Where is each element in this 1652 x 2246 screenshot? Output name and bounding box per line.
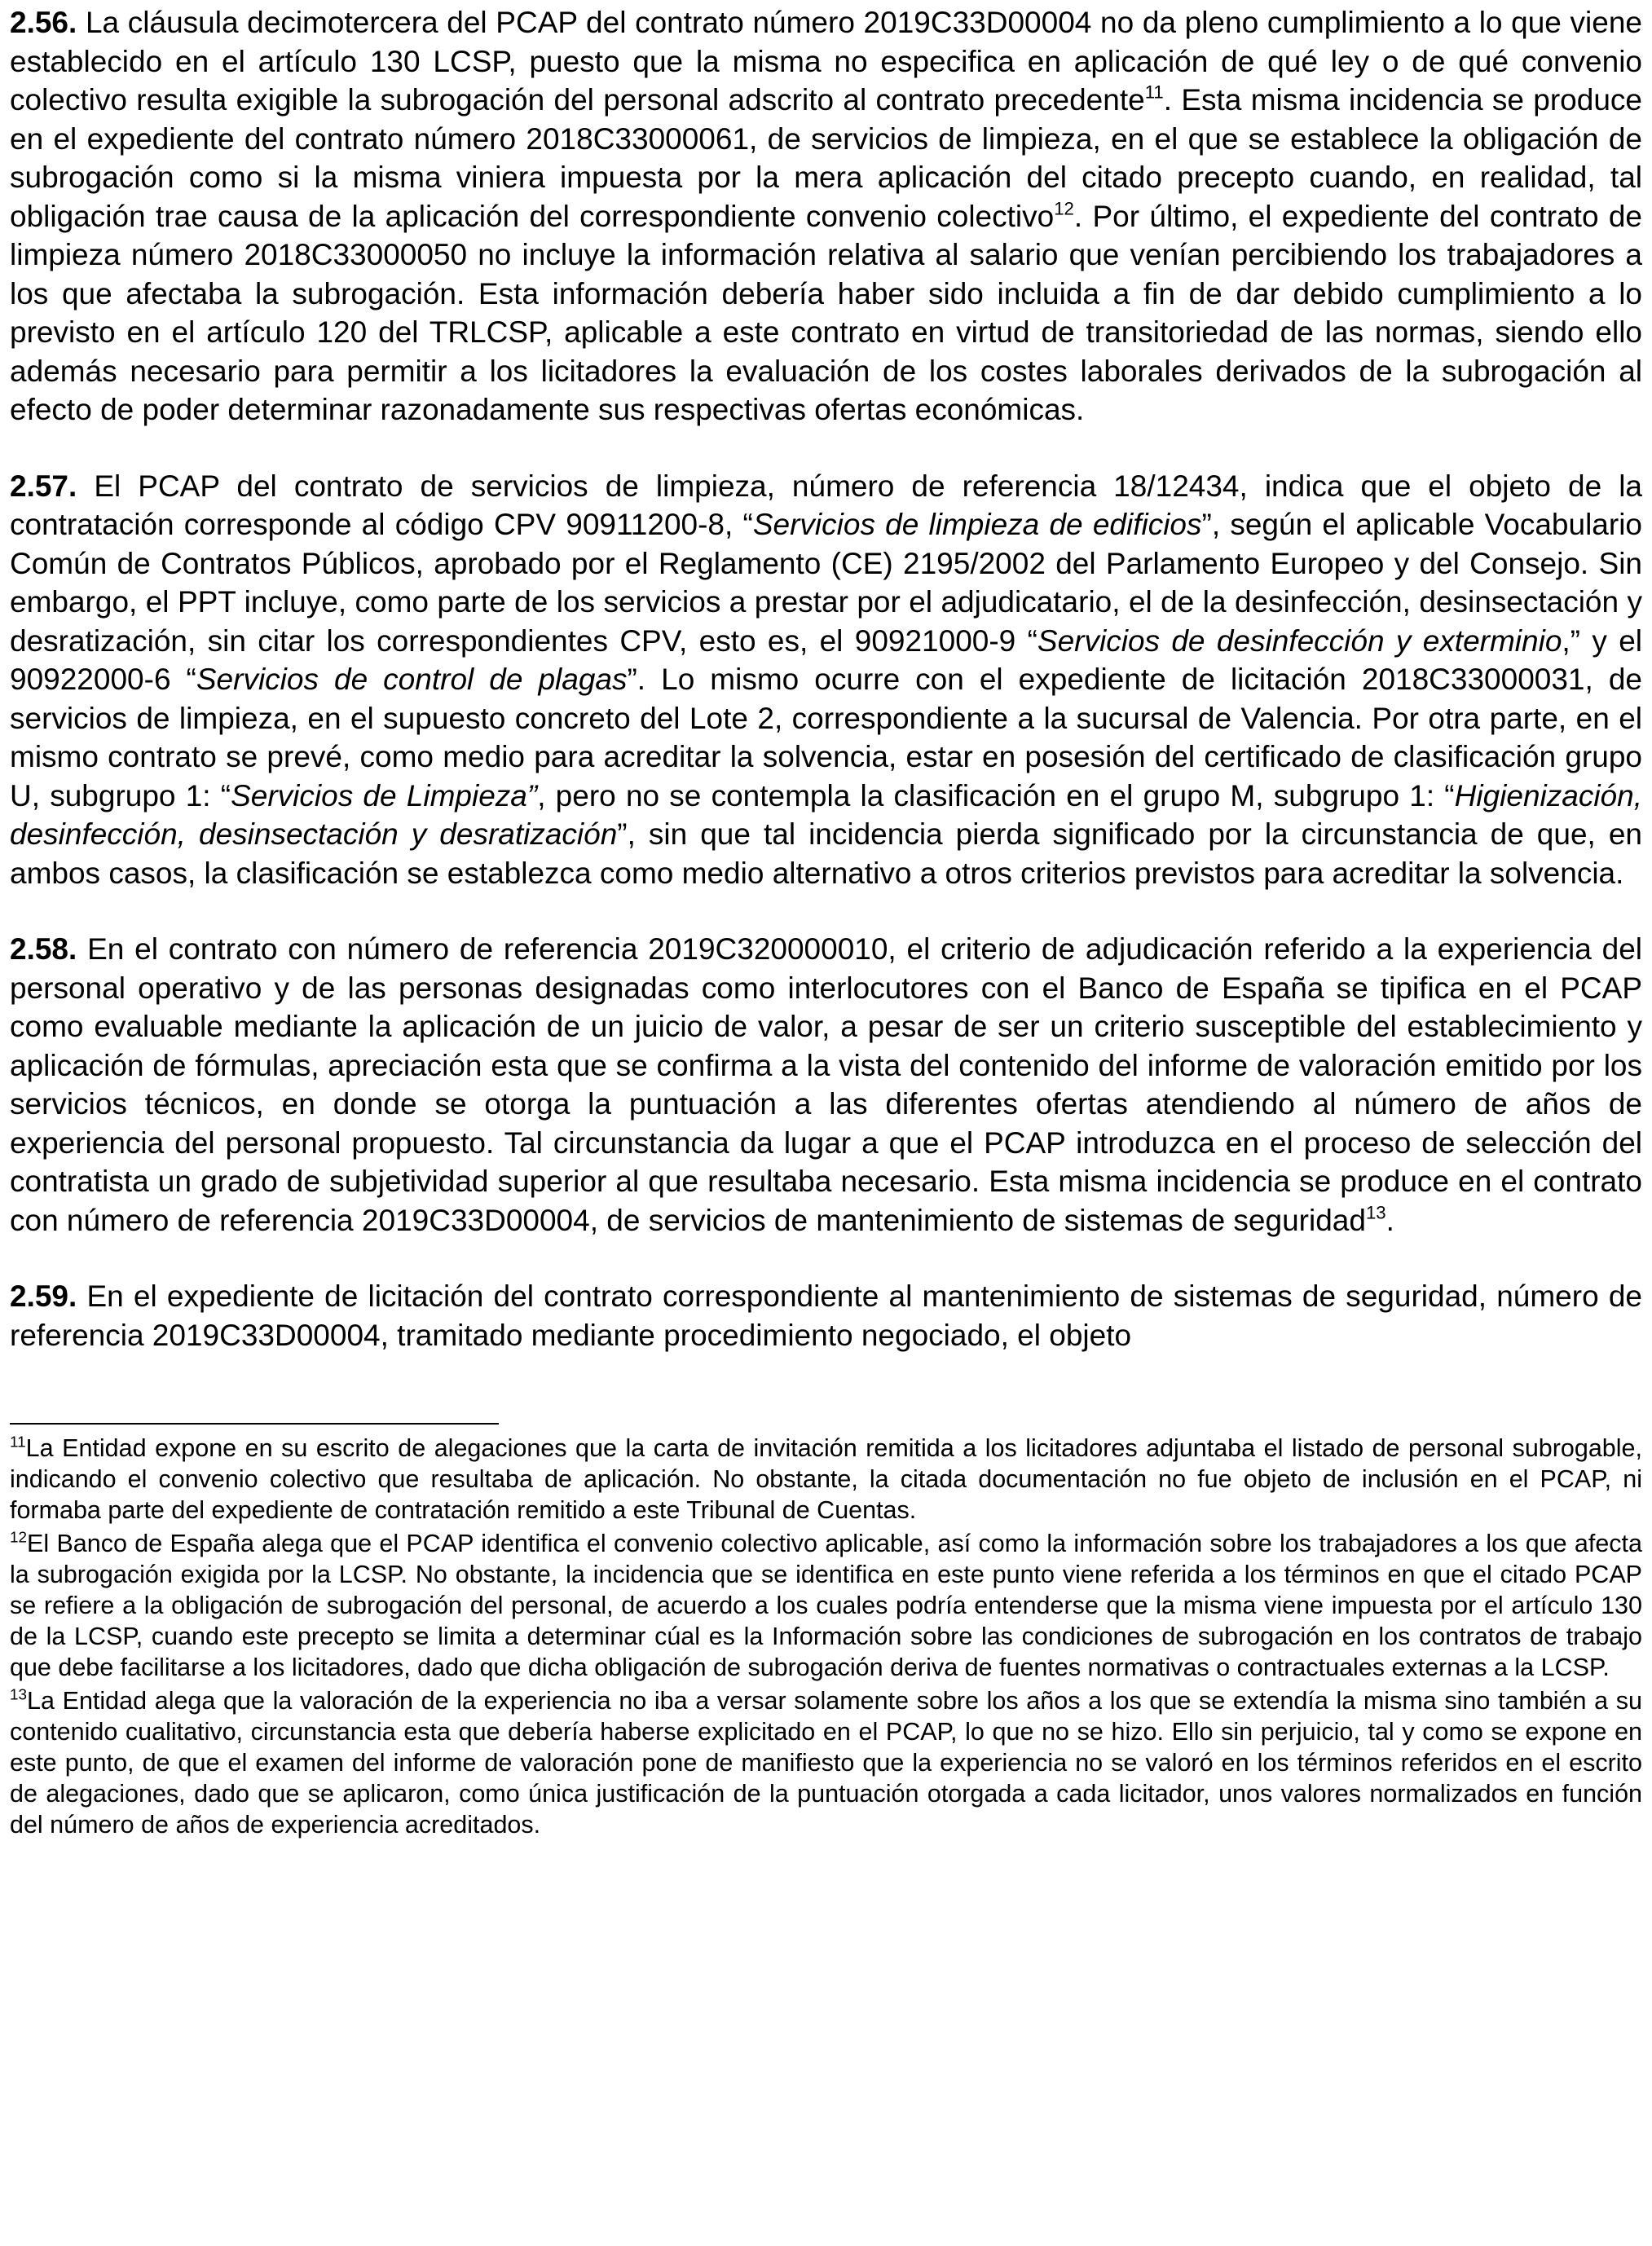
footnote-number: 13 <box>10 1686 28 1704</box>
body-text <box>10 3 1642 1354</box>
footnote-13 <box>10 1685 1642 1841</box>
italic-text: Servicios de limpieza de edificios <box>752 508 1202 541</box>
footnote-12 <box>10 1528 1642 1684</box>
footnote-number: 11 <box>10 1433 26 1451</box>
paragraph-text: ,” y el 90922000-6 “ <box>10 623 1642 696</box>
paragraph-number: 2.58. <box>10 932 77 966</box>
paragraph-text: La cláusula decimotercera del PCAP del contrato número 2019C33D00004 no da pleno cumplimiento a lo que viene establecido en el artículo 130 LCSP, puesto que la misma no especifica en aplicación de qué ley o de qué convenio colectivo resulta exigible la subrogación del personal adscrito al contrato precedente <box>10 6 1642 117</box>
footnote-separator <box>10 1423 499 1425</box>
footnote-number: 12 <box>10 1529 28 1547</box>
paragraph-2-57 <box>10 467 1642 893</box>
paragraph-text: . Esta misma incidencia se produce en el expediente del contrato número 2018C33000061, de servicios de limpieza, en el que se establece la obligación de subrogación como si la misma viniera impuesta por la mera aplicación del citado precepto cuando, en realidad, tal obligación trae causa de la aplicación del correspondiente convenio colectivo <box>10 83 1642 233</box>
footnote-reference: 12 <box>1054 198 1074 219</box>
footnote-text: El Banco de España alega que el PCAP identifica el convenio colectivo aplicable, así como la información sobre los trabajadores a los que afecta la subrogación exigida por la LCSP. No obstante, la incidencia que se identifica en este punto viene referida a los términos en que el citado PCAP se refiere a la obligación de subrogación del personal, de acuerdo a los cuales podría entenderse que la misma viene impuesta por el artículo 130 de la LCSP, cuando este precepto se limita a determinar cúal es la Información sobre las condiciones de subrogación en los contratos de trabajo que debe facilitarse a los licitadores, dado que dicha obligación de subrogación deriva de fuentes normativas o contractuales externas a la LCSP. <box>10 1529 1642 1682</box>
footnotes <box>10 1433 1642 1841</box>
paragraph-text: En el contrato con número de referencia 2019C320000010, el criterio de adjudicación referido a la experiencia del personal operativo y de las personas designadas como interlocutores con el Banco de España se tipifica en el PCAP como evaluable mediante la aplicación de un juicio de valor, a pesar de ser un criterio susceptible del establecimiento y aplicación de fórmulas, apreciación esta que se confirma a la vista del contenido del informe de valoración emitido por los servicios técnicos, en donde se otorga la puntuación a las diferentes ofertas atendiendo al número de años de experiencia del personal propuesto. Tal circunstancia da lugar a que el PCAP introduzca en el proceso de selección del contratista un grado de subjetividad superior al que resultaba necesario. Esta misma incidencia se produce en el contrato con número de referencia 2019C33D00004, de servicios de mantenimiento de sistemas de seguridad <box>10 932 1642 1237</box>
paragraph-text: , pero no se contempla la clasificación en el grupo M, subgrupo 1: “ <box>537 778 1455 813</box>
paragraph-2-58 <box>10 930 1642 1240</box>
paragraph-text: ”, sin que tal incidencia pierda significado por la circunstancia de que, en ambos casos, la clasificación se establezca como medio alternativo a otros criterios previstos para acreditar la solvencia. <box>10 817 1642 890</box>
italic-text: Higienización, desinfección, desinsectación y desratización <box>10 778 1642 851</box>
paragraph-text: . <box>1385 1203 1394 1237</box>
paragraph-text: ”. Lo mismo ocurre con el expediente de licitación 2018C33000031, de servicios de limpieza, en el supuesto concreto del Lote 2, correspondiente a la sucursal de Valencia. Por otra parte, en el mismo contrato se prevé, como medio para acreditar la solvencia, estar en posesión del certificado de clasificación grupo U, subgrupo 1: “ <box>10 663 1642 813</box>
paragraph-number: 2.59. <box>10 1279 77 1313</box>
paragraph-text: . Por último, el expediente del contrato de limpieza número 2018C33000050 no incluye la información relativa al salario que venían percibiendo los trabajadores a los que afectaba la subrogación. Esta información debería haber sido incluida a fin de dar debido cumplimiento a lo previsto en el artículo 120 del TRLCSP, aplicable a este contrato en virtud de transitoriedad de las normas, siendo ello además necesario para permitir a los licitadores la evaluación de los costes laborales derivados de la subrogación al efecto de poder determinar razonadamente sus respectivas ofertas económicas. <box>10 199 1642 426</box>
italic-text: Servicios de Limpieza” <box>231 778 538 813</box>
paragraph-number: 2.57. <box>10 469 77 503</box>
footnote-reference: 13 <box>1365 1202 1386 1223</box>
footnote-text: La Entidad alega que la valoración de la experiencia no iba a versar solamente sobre los años a los que se extendía la misma sino también a su contenido cualitativo, circunstancia esta que debería haberse explicitado en el PCAP, lo que no se hizo. Ello sin perjuicio, tal y como se expone en este punto, de que el examen del informe de valoración pone de manifiesto que la experiencia no se valoró en los términos referidos en el escrito de alegaciones, dado que se aplicaron, como única justificación de la puntuación otorgada a cada licitador, unos valores normalizados en función del número de años de experiencia acreditados. <box>10 1686 1642 1839</box>
italic-text: Servicios de desinfección y exterminio <box>1037 623 1562 658</box>
paragraph-2-59 <box>10 1277 1642 1354</box>
footnote-text: La Entidad expone en su escrito de alegaciones que la carta de invitación remitida a los licitadores adjuntaba el listado de personal subrogable, indicando el convenio colectivo que resultaba de aplicación. No obstante, la citada documentación no fue objeto de inclusión en el PCAP, ni formaba parte del expediente de contratación remitido a este Tribunal de Cuentas. <box>10 1434 1642 1525</box>
paragraph-text: El PCAP del contrato de servicios de limpieza, número de referencia 18/12434, indica que el objeto de la contratación corresponde al código CPV 90911200-8, “ <box>10 469 1642 541</box>
paragraph-2-56 <box>10 3 1642 429</box>
paragraph-number: 2.56. <box>10 6 77 39</box>
footnote-11 <box>10 1433 1642 1526</box>
footnote-reference: 11 <box>1144 81 1164 103</box>
paragraph-text: ”, según el aplicable Vocabulario Común de Contratos Públicos, aprobado por el Reglamento (CE) 2195/2002 del Parlamento Europeo y del Consejo. Sin embargo, el PPT incluye, como parte de los servicios a prestar por el adjudicatario, el de la desinfección, desinsectación y desratización, sin citar los correspondientes CPV, esto es, el 90921000-9 “ <box>10 508 1643 658</box>
italic-text: Servicios de control de plagas <box>196 663 628 696</box>
paragraph-text: En el expediente de licitación del contrato correspondiente al mantenimiento de sistemas de seguridad, número de referencia 2019C33D00004, tramitado mediante procedimiento negociado, el objeto <box>10 1279 1642 1352</box>
